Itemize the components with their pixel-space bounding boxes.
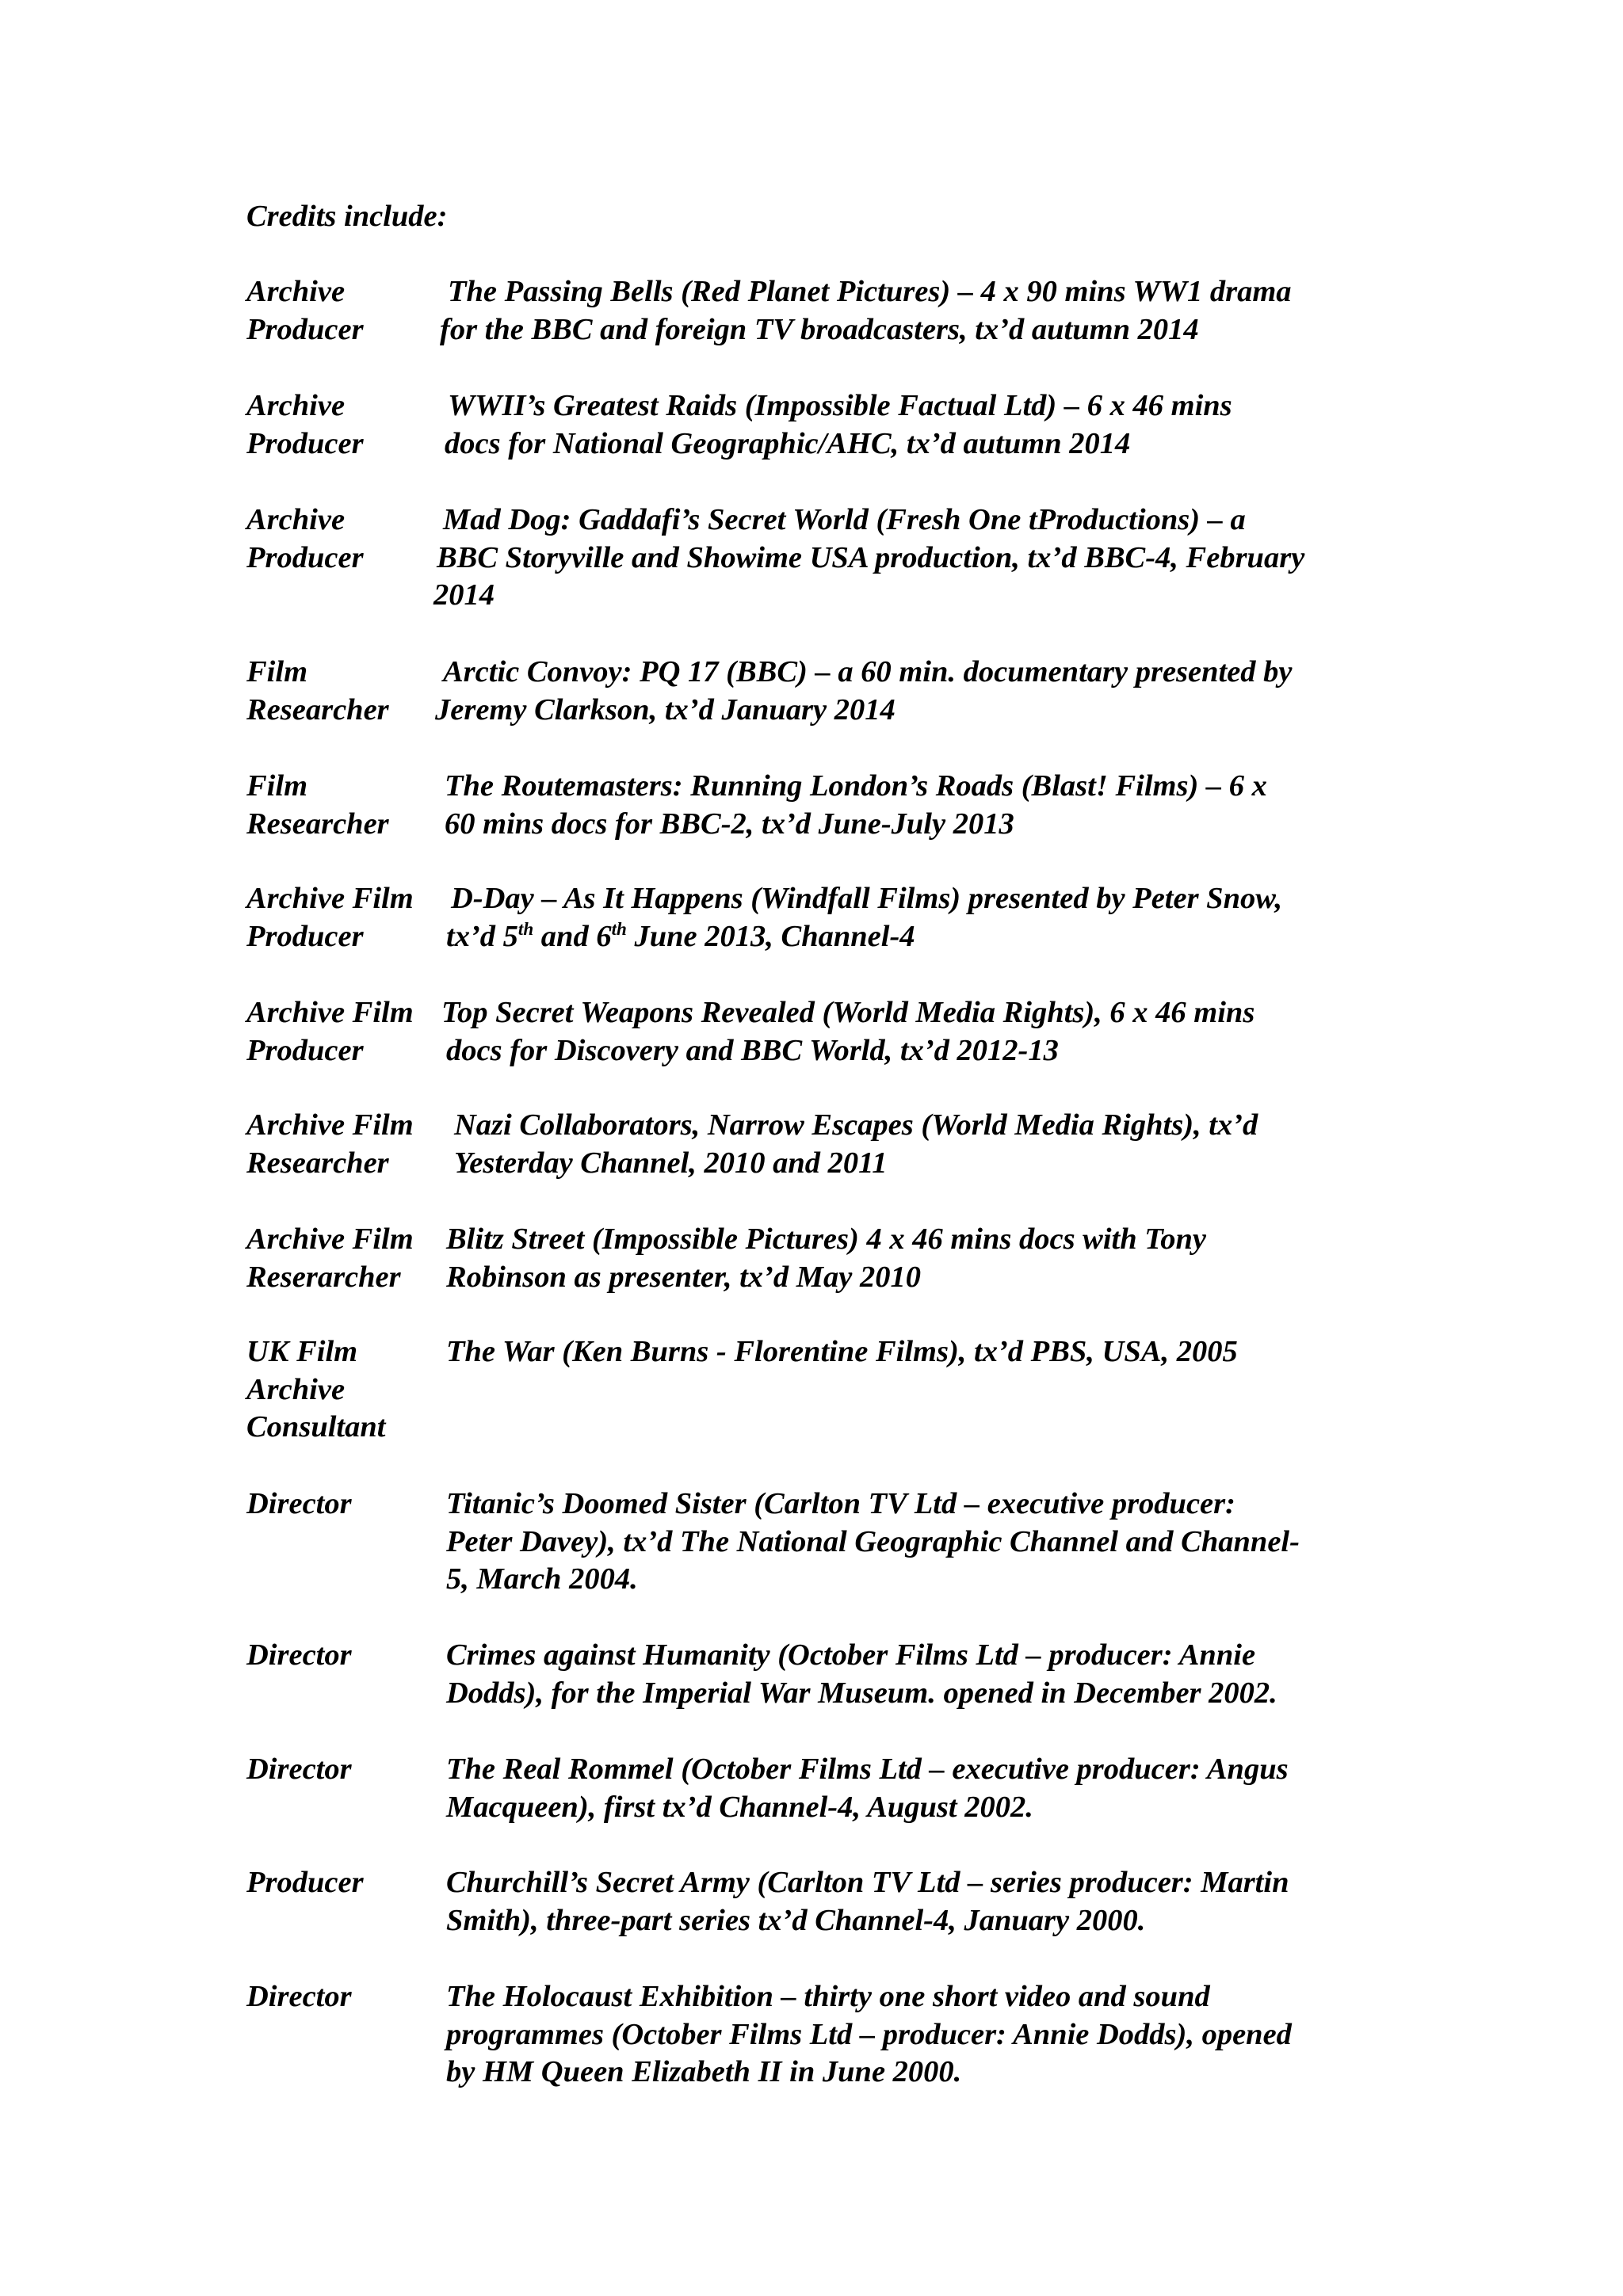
text-segment: and 6	[533, 919, 612, 953]
credit-role	[246, 880, 429, 955]
credit-role	[246, 502, 429, 577]
credit-role	[246, 1751, 429, 1789]
credit-description-line: Yesterday Channel, 2010 and 2011	[454, 1146, 888, 1180]
credit-description-line: The Passing Bells (Red Planet Pictures) – 4 x 90 mins WW1 drama	[448, 275, 1292, 308]
credit-description	[446, 1486, 1300, 1599]
credit-role	[246, 1221, 429, 1296]
credit-role-line: Reserarcher	[246, 1260, 401, 1294]
credit-description-line: Crimes against Humanity (October Films Ltd – producer: Annie	[446, 1638, 1256, 1672]
credit-description-line: 5, March 2004.	[446, 1562, 638, 1596]
credit-description	[446, 1864, 1289, 1939]
credit-description-line: for the BBC and foreign TV broadcasters, tx’d autumn 2014	[440, 312, 1199, 346]
credit-description	[446, 880, 1283, 955]
credit-description-line: Jeremy Clarkson, tx’d January 2014	[435, 692, 896, 727]
credit-role	[246, 654, 429, 729]
credit-description-line: Peter Davey), tx’d The National Geographic Channel and Channel-	[446, 1524, 1300, 1558]
credit-role-line: Film	[246, 655, 308, 688]
credit-role-line: Producer	[246, 919, 364, 953]
credit-role	[246, 1486, 429, 1524]
credit-role-line: Producer	[246, 426, 364, 460]
credit-description	[445, 387, 1232, 463]
credit-description-line: Mad Dog: Gaddafi’s Secret World (Fresh One tProductions) – a	[443, 503, 1246, 536]
credit-description-line: by HM Queen Elizabeth II in June 2000.	[446, 2055, 962, 2088]
credit-role-line: Producer	[246, 312, 364, 346]
credit-role-line: Director	[246, 1487, 352, 1520]
credit-description-line: Nazi Collaborators, Narrow Escapes (World Media Rights), tx’d	[454, 1108, 1258, 1142]
credit-description-line: Robinson as presenter, tx’d May 2010	[446, 1260, 921, 1294]
credit-description	[441, 994, 1254, 1070]
credit-role-line: Researcher	[246, 1146, 389, 1180]
credit-role-line: Producer	[246, 1033, 364, 1067]
credit-description-line: The Holocaust Exhibition – thirty one short video and sound	[446, 1980, 1210, 2013]
credit-role-line: UK Film	[246, 1335, 358, 1368]
credit-description-line	[446, 918, 1282, 956]
credit-description	[446, 1751, 1289, 1826]
credit-description-line: WWII’s Greatest Raids (Impossible Factual Ltd) – 6 x 46 mins	[448, 389, 1232, 422]
text-segment: June 2013, Channel-4	[626, 919, 915, 953]
credit-role-line: Archive Film	[246, 1222, 414, 1256]
credit-role	[246, 273, 429, 349]
credit-role-line: Archive	[246, 1372, 346, 1406]
credit-description	[446, 1637, 1277, 1712]
credit-description	[433, 502, 1305, 615]
credit-description-line: Arctic Convoy: PQ 17 (BBC) – a 60 min. documentary presented by	[443, 655, 1293, 688]
credit-description-line: D-Day – As It Happens (Windfall Films) presented by Peter Snow,	[451, 882, 1283, 915]
credit-description-line: docs for National Geographic/AHC, tx’d autumn 2014	[445, 426, 1131, 460]
credit-description	[446, 1333, 1238, 1371]
credit-role	[246, 1864, 429, 1902]
credit-role-line: Archive	[246, 275, 346, 308]
credit-role-line: Archive	[246, 503, 346, 536]
credit-role-line: Researcher	[246, 692, 389, 727]
credit-role-line: Director	[246, 1753, 352, 1786]
credit-role-line: Archive Film	[246, 882, 414, 915]
ordinal-suffix: th	[517, 917, 534, 939]
credit-description	[440, 273, 1292, 349]
credit-role-line: Director	[246, 1638, 352, 1672]
credit-description-line: Dodds), for the Imperial War Museum. opened in December 2002.	[446, 1676, 1277, 1710]
credit-role-line: Archive	[246, 389, 346, 422]
credit-description	[446, 1978, 1292, 2092]
credit-role-line: Archive Film	[246, 1108, 414, 1142]
credit-role	[246, 1637, 429, 1675]
text-segment: tx’d 5	[446, 919, 518, 953]
ordinal-suffix: th	[611, 917, 627, 939]
credit-description-line: Churchill’s Secret Army (Carlton TV Ltd – series producer: Martin	[446, 1866, 1289, 1899]
credit-role-line: Director	[246, 1980, 352, 2013]
credit-role	[246, 1978, 429, 2016]
credit-description-line: 60 mins docs for BBC-2, tx’d June-July 2013	[445, 807, 1014, 841]
credit-role-line: Archive Film	[246, 996, 414, 1029]
credit-role-line: Producer	[246, 540, 364, 574]
credit-description-line: Blitz Street (Impossible Pictures) 4 x 46 mins docs with Tony	[446, 1222, 1207, 1256]
credit-description-line: docs for Discovery and BBC World, tx’d 2012-13	[446, 1033, 1059, 1067]
credit-description-line: Titanic’s Doomed Sister (Carlton TV Ltd – executive producer:	[446, 1487, 1235, 1520]
credit-description-line: Top Secret Weapons Revealed (World Media Rights), 6 x 46 mins	[441, 996, 1255, 1029]
credit-description-line: Macqueen), first tx’d Channel-4, August 2002.	[446, 1790, 1033, 1824]
credit-role	[246, 1107, 429, 1182]
credit-description-line: The War (Ken Burns - Florentine Films), tx’d PBS, USA, 2005	[446, 1335, 1238, 1368]
credit-role-line: Researcher	[246, 807, 389, 841]
credit-description	[445, 768, 1267, 843]
credit-description-line: BBC Storyville and Showime USA production, tx’d BBC-4, February	[437, 540, 1305, 574]
credit-role	[246, 387, 429, 463]
credit-description	[446, 1221, 1206, 1296]
credit-role	[246, 994, 429, 1070]
credit-description-line: 2014	[433, 578, 495, 612]
credit-description-line: The Routemasters: Running London’s Roads (Blast! Films) – 6 x	[445, 769, 1267, 803]
credit-description	[435, 654, 1293, 729]
credit-role	[246, 768, 429, 843]
credit-description-line: Smith), three-part series tx’d Channel-4, January 2000.	[446, 1903, 1146, 1937]
credit-role	[246, 1333, 429, 1447]
credit-description-line: The Real Rommel (October Films Ltd – executive producer: Angus	[446, 1753, 1289, 1786]
credit-role-line: Consultant	[246, 1410, 386, 1444]
credit-role-line: Film	[246, 769, 308, 803]
credit-description-line: programmes (October Films Ltd – producer: Annie Dodds), opened	[446, 2017, 1292, 2051]
credits-heading: Credits include:	[246, 200, 448, 233]
credit-role-line: Producer	[246, 1866, 364, 1899]
credit-description	[454, 1107, 1258, 1182]
